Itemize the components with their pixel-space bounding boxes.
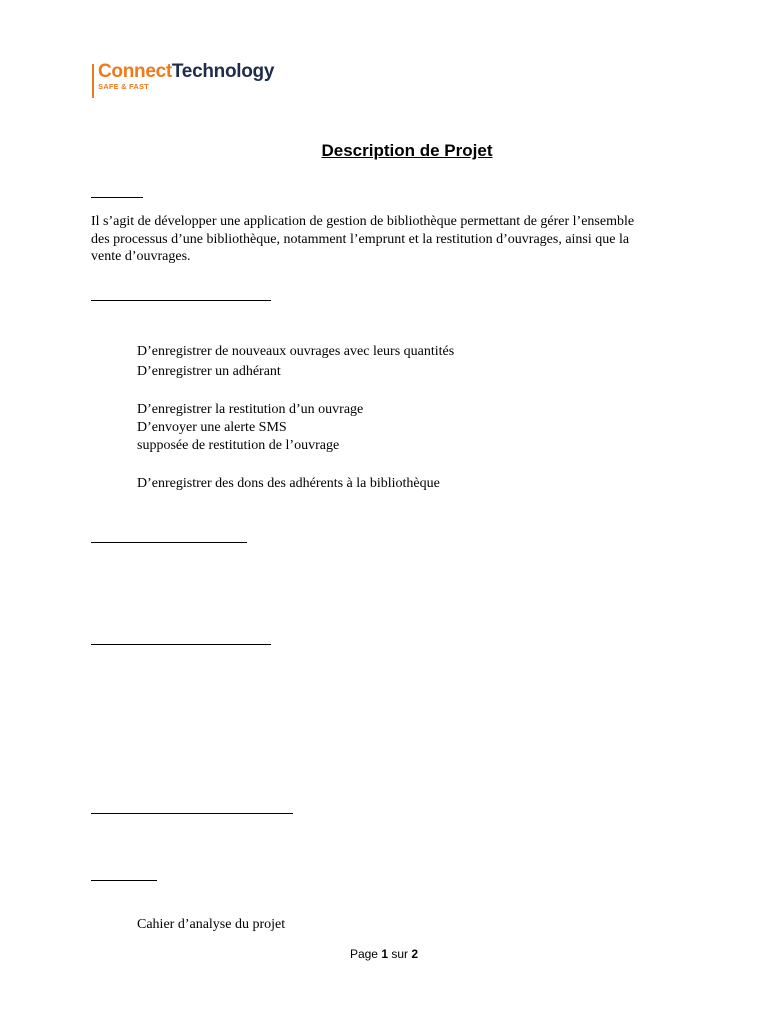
list-item: D’envoyer une alerte SMS <box>137 420 287 435</box>
logo-connect: Connect <box>98 61 172 82</box>
list-item: Cahier d’analyse du projet <box>137 917 286 932</box>
footer-prefix: Page <box>349 947 378 961</box>
list-item: D’enregistrer des dons des adhérents à la bibliothèque <box>137 476 440 491</box>
section-heading-rule <box>91 197 143 198</box>
logo-text <box>98 62 274 91</box>
section-heading-rule <box>91 300 271 301</box>
section-heading-rule <box>91 542 247 543</box>
footer-separator: sur <box>391 947 409 961</box>
list-item: D’enregistrer de nouveaux ouvrages avec leurs quantités <box>137 344 455 359</box>
logo-technology: Technology <box>171 61 275 82</box>
list-item: D’enregistrer un adhérant <box>137 364 281 379</box>
section-heading-rule <box>91 813 293 814</box>
logo-wordmark <box>98 62 274 81</box>
logo-accent-bar <box>92 64 94 98</box>
footer-current-page: 1 <box>381 947 388 961</box>
page-footer <box>0 947 768 961</box>
document-title: Description de Projet <box>321 141 493 160</box>
list-item: D’enregistrer la restitution d’un ouvrage <box>137 402 364 417</box>
list-item: supposée de restitution de l’ouvrage <box>137 438 340 453</box>
company-logo <box>92 62 274 98</box>
section-heading-rule <box>91 644 271 645</box>
section-heading-rule <box>91 880 157 881</box>
footer-total-pages: 2 <box>411 947 419 961</box>
intro-paragraph: Il s’agit de développer une application de gestion de bibliothèque permettant de gérer l’ensemble des processus d’une bibliothèque, notamment l’emprunt et la restitution d’ouvrages, ainsi que la vente d’ouvrages. <box>91 214 635 264</box>
logo-tagline: SAFE & FAST <box>98 82 149 91</box>
